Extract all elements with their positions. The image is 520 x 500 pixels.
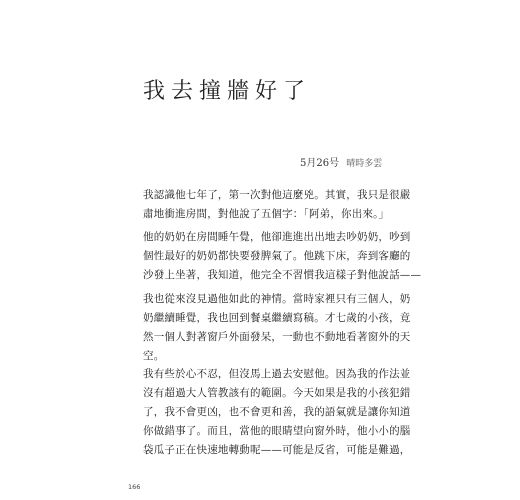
diary-date: 5月26号 bbox=[300, 158, 340, 169]
paragraph-line: 個性最好的奶奶都快要發脾氣了。他跳下床，奔到客廳的 bbox=[143, 250, 411, 262]
paragraph-line: 他的奶奶在房間睡午覺，他卻進進出出地去吵奶奶，吵到 bbox=[143, 231, 411, 243]
paragraph-line: 我認識他七年了，第一次對他這麼兇。其實，我只是很嚴 bbox=[143, 189, 411, 201]
paragraph-line: 奶繼續睡覺，我也回到餐桌繼續寫稿。才七歲的小孩，竟 bbox=[143, 312, 411, 324]
paragraph-line: 肅地衝進房間，對他說了五個字：「阿弟，你出來。」 bbox=[143, 208, 390, 220]
paragraph-line: 沙發上坐著，我知道，他完全不習慣我這樣子對他說話—— bbox=[143, 269, 422, 281]
paragraph-line: 你做錯事了。而且，當他的眼睛望向窗外時，他小小的腦 bbox=[143, 425, 411, 437]
paragraph-line: 空。 bbox=[143, 350, 165, 362]
paragraph-line: 了，我不會更凶，也不會更和善，我的語氣就是讓你知道 bbox=[143, 406, 411, 418]
paragraph-line: 我也從來沒見過他如此的神情。當時家裡只有三個人，奶 bbox=[143, 293, 411, 305]
paragraph-line: 我有些於心不忍，但沒馬上過去安慰他。因為我的作法並 bbox=[143, 368, 411, 380]
paragraph-4 bbox=[143, 365, 411, 460]
paragraph-line: 袋瓜子正在快速地轉動呢——可能是反省，可能是難過， bbox=[143, 444, 411, 456]
chapter-title: 我去撞牆好了 bbox=[143, 79, 312, 104]
paragraph-3 bbox=[143, 290, 411, 366]
diary-date-line bbox=[300, 154, 382, 169]
paragraph-2 bbox=[143, 228, 422, 285]
paragraph-line: 然一個人對著窗戶外面發呆，一動也不動地看著窗外的天 bbox=[143, 331, 411, 343]
paragraph-1 bbox=[143, 186, 411, 224]
paragraph-line: 沒有超過大人管教該有的範圍。今天如果是我的小孩犯錯 bbox=[143, 387, 411, 399]
page-number: 166 bbox=[128, 483, 141, 491]
diary-weather: 晴時多雲 bbox=[346, 159, 383, 169]
